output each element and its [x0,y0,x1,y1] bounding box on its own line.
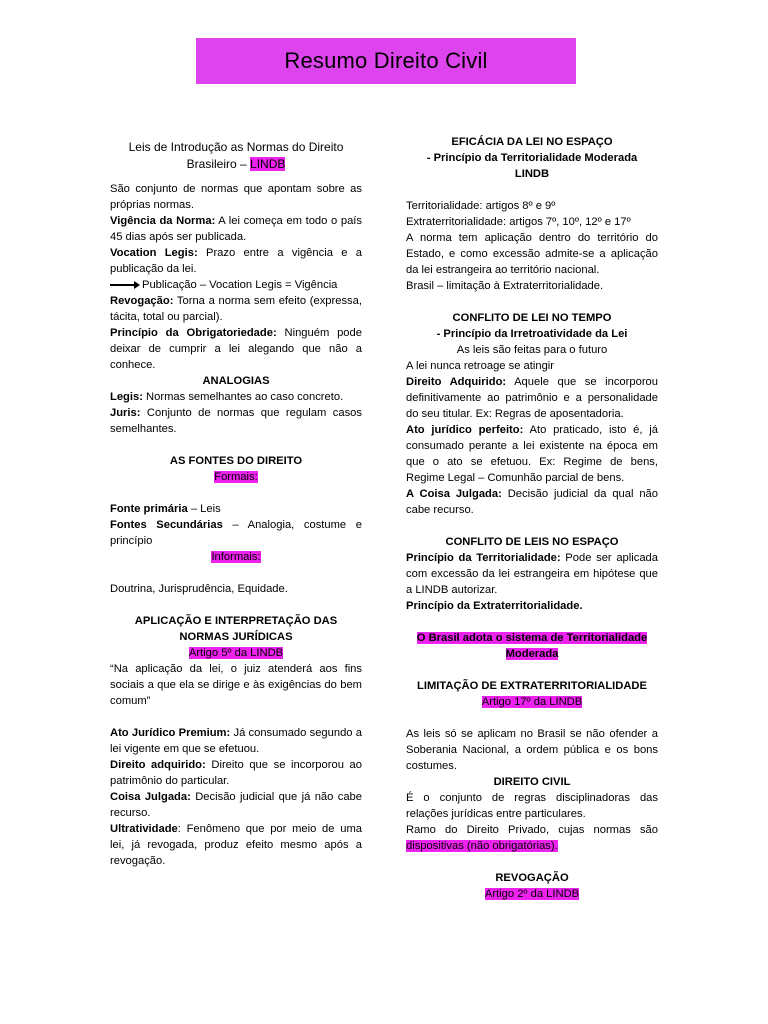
page-title: Resumo Direito Civil [284,48,488,73]
direito-adquirido-paragraph [406,374,658,422]
principio-territorialidade-term: Princípio da Territorialidade: [406,552,561,564]
obrigatoriedade-term: Princípio da Obrigatoriedade: [110,327,277,339]
vigencia-text: A lei começa em todo o país 45 dias após ser publicada. [110,215,362,243]
ramo-text: Ramo do Direito Privado, cujas normas são [406,824,658,836]
direito-adquirido-term: Direito adquirido: [110,759,206,771]
norma-paragraph: A norma tem aplicação dentro do território do Estado, e como excessão admite-se a aplicação da lei estrangeira ao território nacional. [406,232,658,276]
vacation-term: Vocation Legis: [110,247,198,259]
fontes-secundarias-term: Fontes Secundárias [110,519,223,531]
informais-label: Informais: [211,551,261,563]
direito-adquirido-term: Direito Adquirido: [406,376,507,388]
juris-term: Juris: [110,407,141,419]
fonte-primaria-line [110,501,362,517]
artigo17-label: Artigo 17º da LINDB [481,696,583,708]
legis-paragraph [110,389,362,405]
lindb-heading-text: Leis de Introdução as Normas do Direito Brasileiro – [128,140,344,171]
informais-text: Doutrina, Jurisprudência, Equidade. [110,583,288,595]
coisa-julgada-paragraph [110,789,362,821]
formula-text: Publicação – Vocation Legis = Vigência [142,279,338,291]
fonte-primaria-term: Fonte primária [110,503,188,515]
coisa-julgada-term: A Coisa Julgada: [406,488,502,500]
lindb-tag: LINDB [250,157,286,171]
arrow-right-icon [110,284,138,286]
left-column [110,139,362,869]
ultratividade-term: Ultratividade [110,823,178,835]
ato-juridico-term: Ato Jurídico Premium: [110,727,231,739]
artigo2-label: Artigo 2º da LINDB [484,888,580,900]
brasil-line: Brasil – limitação à Extraterritorialidade. [406,280,604,292]
retroage-line: A lei nunca retroage se atingir [406,360,555,372]
tempo-subheading-2: As leis são feitas para o futuro [456,344,608,356]
vacation-paragraph [110,245,362,277]
direito-civil-heading: DIREITO CIVIL [493,776,571,788]
ultratividade-text: : Fenômeno que por meio de uma lei, já revogada, produz efeito mesmo após a revogação. [110,823,362,867]
ato-perfeito-paragraph [406,422,658,486]
ultratividade-paragraph [110,821,362,869]
vigencia-term: Vigência da Norma: [110,215,216,227]
fontes-secundarias-line [110,517,362,549]
vacation-text: Prazo entre a vigência e a publicação da lei. [110,247,362,275]
direito-adquirido-text: Aquele que se incorporou definitivamente ao patrimônio e a personalidade do seu titular. Ex: Regras de aposentadoria. [406,376,658,420]
revogacao-text: Torna a norma sem efeito (expressa, tácita, total ou parcial). [110,295,362,323]
title-banner [196,38,576,84]
aplicacao-heading: APLICAÇÃO E INTERPRETAÇÃO DAS NORMAS JURÍDICAS [134,615,338,643]
principio-extraterritorialidade: Princípio da Extraterritorialidade. [406,600,583,612]
obrigatoriedade-text: Ninguém pode deixar de cumprir a lei alegando que não a conhece. [110,327,362,371]
analogias-heading: ANALOGIAS [202,375,270,387]
eficacia-heading: EFICÁCIA DA LEI NO ESPAÇO [451,136,613,148]
ramo-paragraph [406,822,658,854]
principio-territorialidade-paragraph [406,550,658,598]
principio-territorialidade-text: Pode ser aplicada com excessão da lei estrangeira em hipótese que a LINDB autorizar. [406,552,658,596]
revogacao-heading: REVOGAÇÃO [495,872,569,884]
legis-term: Legis: [110,391,143,403]
artigo5-label: Artigo 5º da LINDB [188,647,284,659]
territorialidade-line: Territorialidade: artigos 8º e 9º [406,200,556,212]
coisa-julgada-term: Coisa Julgada: [110,791,191,803]
eficacia-subheading: - Princípio da Territorialidade Moderada [426,152,638,164]
ato-perfeito-text: Ato praticado, isto é, já consumado perante a lei existente na época em que o ato se efetuou. Ex: Regime de bens, Regime Legal – Comunhão parcial de bens. [406,424,659,484]
dispositivas-highlight: dispositivas (não obrigatórias). [406,840,558,852]
ato-perfeito-term: Ato jurídico perfeito: [406,424,524,436]
adota-highlight: O Brasil adota o sistema de Territorialidade Moderada [416,632,648,660]
tempo-subheading: - Princípio da Irretroatividade da Lei [436,328,628,340]
espaco-heading: CONFLITO DE LEIS NO ESPAÇO [445,536,619,548]
ato-juridico-text: Já consumado segundo a lei vigente em que se efetuou. [110,727,362,755]
fontes-secundarias-text: – Analogia, costume e princípio [110,519,362,547]
revogacao-term: Revogação: [110,295,174,307]
extraterritorialidade-line: Extraterritorialidade: artigos 7º, 10º, 12º e 17º [406,216,631,228]
quote-text: “Na aplicação da lei, o juiz atenderá aos fins sociais a que ela se dirige e às exigências do bem comum” [110,663,362,707]
lindb-heading [110,139,362,173]
right-column [406,134,658,902]
adota-highlight-box [406,630,658,662]
formais-label: Formais: [214,471,258,483]
revogacao-paragraph [110,293,362,325]
vigencia-paragraph [110,213,362,245]
direito-adquirido-text: Direito que se incorporou ao patrimônio do particular. [110,759,362,787]
juris-paragraph [110,405,362,437]
formula-line [110,277,362,293]
obrigatoriedade-paragraph [110,325,362,373]
eficacia-subheading-2: LINDB [514,168,550,180]
ato-juridico-paragraph [110,725,362,757]
fonte-primaria-text: – Leis [187,503,221,515]
tempo-heading: CONFLITO DE LEI NO TEMPO [452,312,612,324]
legis-text: Normas semelhantes ao caso concreto. [142,391,344,403]
fontes-heading: AS FONTES DO DIREITO [169,455,303,467]
intro-text: São conjunto de normas que apontam sobre as próprias normas. [110,183,362,211]
direito-adquirido-paragraph [110,757,362,789]
juris-text: Conjunto de normas que regulam casos semelhantes. [110,407,362,435]
limitacao-heading: LIMITAÇÃO DE EXTRATERRITORIALIDADE [417,680,647,692]
coisa-julgada-paragraph [406,486,658,518]
coisa-julgada-text: Decisão judicial da qual não cabe recurso. [406,488,658,516]
direito-civil-text: É o conjunto de regras disciplinadoras das relações jurídicas entre particulares. [406,792,658,820]
coisa-julgada-text: Decisão judicial que já não cabe recurso. [110,791,362,819]
leis-paragraph: As leis só se aplicam no Brasil se não ofender a Soberania Nacional, a ordem pública e os bons costumes. [406,728,658,772]
